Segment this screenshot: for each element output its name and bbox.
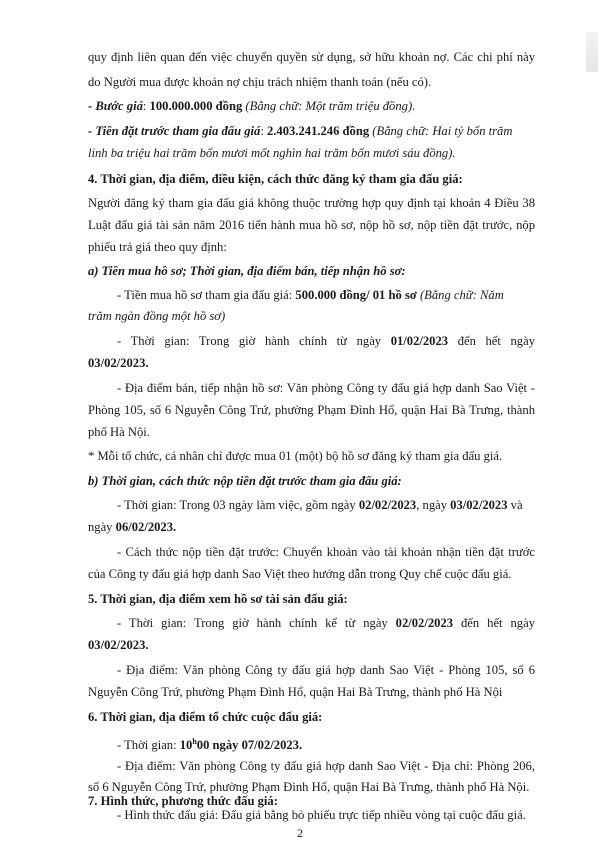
step-price-value: 100.000.000 đồng xyxy=(149,99,243,113)
subsection-heading: b) Thời gian, cách thức nộp tiền đặt trước tham gia đấu giá: xyxy=(88,474,402,488)
date-value: 02/02/2023 xyxy=(395,616,454,630)
body-text: - Cách thức nộp tiền đặt trước: Chuyển khoản vào tài khoản nhận tiền đặt trước xyxy=(117,545,535,559)
sale-time-line: - Thời gian: Trong giờ hành chính từ ngày 01/02/2023 đến hết ngày xyxy=(117,334,535,348)
deposit-value: 2.403.241.246 đồng xyxy=(266,124,370,138)
body-text: - Địa điểm bán, tiếp nhận hồ sơ: Văn phòng Công ty đấu giá hợp danh Sao Việt - xyxy=(117,381,535,395)
auction-time-line: - Thời gian: 10$^h$00 ngày 07/02/2023. xyxy=(117,737,303,753)
step-price-line: - Bước giá: 100.000.000 đồng (Bằng chữ: Một trăm triệu đồng). xyxy=(88,99,416,113)
date-value: 03/02/2023 xyxy=(450,498,508,512)
note-text: * Mỗi tổ chức, cá nhân chỉ được mua 01 (một) bộ hồ sơ đăng ký tham gia đấu giá. xyxy=(88,449,503,463)
subsection-heading: a) Tiền mua hồ sơ; Thời gian, địa điểm bán, tiếp nhận hồ sơ: xyxy=(88,264,406,278)
deposit-words: linh ba triệu hai trăm bốn mươi mốt nghìn hai trăm bốn mươi sáu đồng). xyxy=(88,146,456,160)
fee-line: - Tiền mua hồ sơ tham gia đấu giá: 500.000 đồng/ 01 hồ sơ (Bằng chữ: Năm xyxy=(117,288,504,302)
body-text: Nguyễn Công Trứ, phường Phạm Đình Hổ, quận Hai Bà Trưng, thành phố Hà Nội xyxy=(88,685,503,699)
body-text: - Địa điểm: Văn phòng Công ty đấu giá hợp danh Sao Việt - Phòng 105, số 6 xyxy=(117,663,535,677)
fee-value: 500.000 đồng/ 01 hồ sơ xyxy=(295,288,417,302)
body-text: - Hình thức đấu giá: Đấu giá bằng bỏ phiếu trực tiếp nhiều vòng tại cuộc đấu giá. xyxy=(117,808,526,822)
body-text: Người đăng ký tham gia đấu giá không thuộc trường hợp quy định tại khoản 4 Điều 38 xyxy=(88,196,535,210)
auction-hour: 10 xyxy=(179,738,193,753)
section-heading: 5. Thời gian, địa điểm xem hồ sơ tài sản đấu giá: xyxy=(88,592,348,606)
section-heading: 6. Thời gian, địa điểm tổ chức cuộc đấu giá: xyxy=(88,710,323,724)
body-text: số 6 Nguyễn Công Trứ, phường Phạm Đình Hổ, quận Hai Bà Trưng, thành phố Hà Nội. xyxy=(88,780,530,794)
body-text: do Người mua được khoản nợ chịu trách nhiệm thanh toán (nếu có). xyxy=(88,75,432,89)
date-value: 03/02/2023. xyxy=(88,638,149,652)
deposit-line: - Tiền đặt trước tham gia đấu giá: 2.403.241.246 đồng (Bằng chữ: Hai tỷ bốn trăm xyxy=(88,124,513,138)
body-text: quy định liên quan đến việc chuyển quyền sử dụng, sở hữu khoản nợ. Các chi phí này xyxy=(88,50,535,64)
deposit-label: - Tiền đặt trước tham gia đấu giá xyxy=(88,124,261,138)
fee-words: trăm ngàn đồng một hồ sơ) xyxy=(88,309,226,323)
body-text: Phòng 105, số 6 Nguyễn Công Trứ, phường Phạm Đình Hổ, quận Hai Bà Trưng, thành xyxy=(88,403,535,417)
date-value: 02/02/2023 xyxy=(358,498,417,512)
body-text: Luật đấu giá tài sản năm 2016 tiến hành mua hồ sơ, nộp hồ sơ, nộp tiền đặt trước, nộp xyxy=(88,218,535,232)
body-text: phố Hà Nội. xyxy=(88,425,150,439)
body-text: - Địa điểm: Văn phòng Công ty đấu giá hợp danh Sao Việt - Địa chỉ: Phòng 206, xyxy=(117,759,535,773)
deposit-time-line-2: ngày 06/02/2023. xyxy=(88,520,177,534)
section-heading: 4. Thời gian, địa điểm, điều kiện, cách thức đăng ký tham gia đấu giá: xyxy=(88,172,463,186)
date-value: 01/02/2023 xyxy=(390,334,449,348)
date-value: 03/02/2023. xyxy=(88,356,149,370)
step-price-label: - Bước giá xyxy=(88,99,143,113)
section-heading: 7. Hình thức, phương thức đấu giá: xyxy=(88,794,278,808)
page-number: 2 xyxy=(297,826,303,840)
view-time-line: - Thời gian: Trong giờ hành chính kể từ ngày 02/02/2023 đến hết ngày xyxy=(117,616,535,630)
body-text: phiếu trả giá theo quy định: xyxy=(88,240,227,254)
body-text: của Công ty đấu giá hợp danh Sao Việt theo hướng dẫn trong Quy chế cuộc đấu giá. xyxy=(88,567,512,581)
date-value: 06/02/2023. xyxy=(115,520,177,534)
deposit-time-line: - Thời gian: Trong 03 ngày làm việc, gồm ngày 02/02/2023, ngày 03/02/2023 và xyxy=(117,498,523,512)
